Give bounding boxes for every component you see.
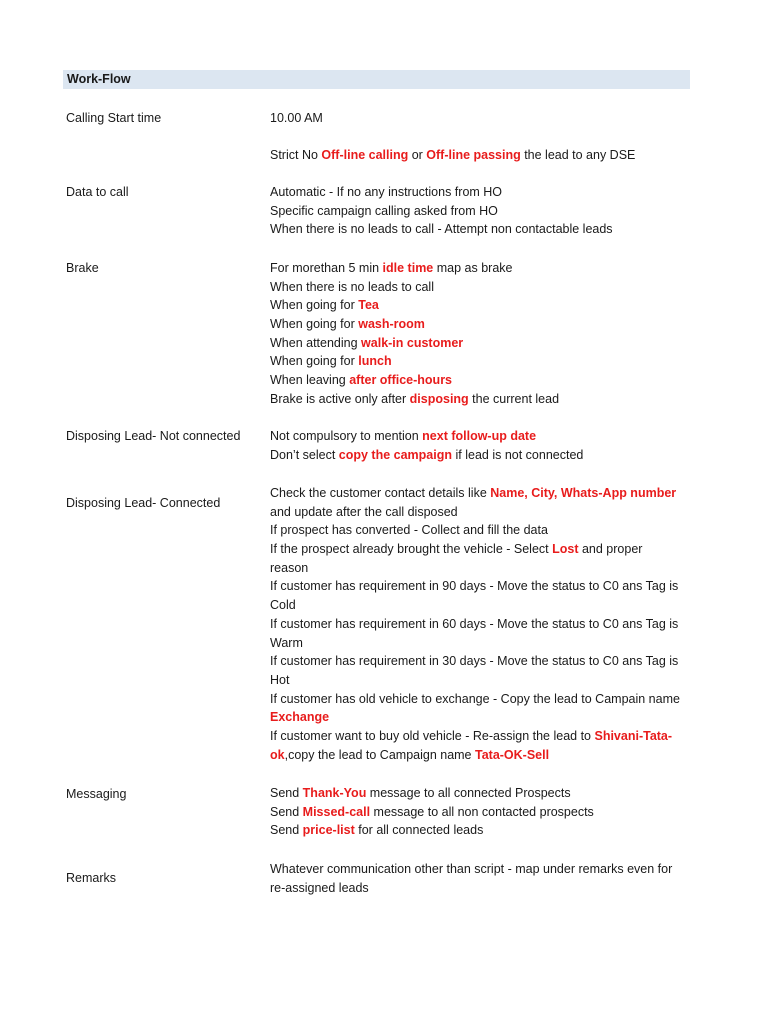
text-segment: the current lead: [468, 391, 560, 406]
brake-label: Brake: [66, 261, 99, 275]
highlighted-text: lunch: [358, 354, 392, 369]
text-segment: Send: [270, 823, 303, 838]
text-line: [270, 784, 690, 803]
highlighted-text: Lost: [552, 542, 579, 557]
text-line: [270, 427, 690, 446]
text-segment: Brake is active only after: [270, 391, 410, 406]
text-segment: Cold: [270, 598, 296, 613]
text-line: [270, 690, 690, 709]
text-segment: re-assigned leads: [270, 880, 369, 895]
text-line: [270, 352, 690, 371]
messaging-label: Messaging: [66, 787, 127, 801]
highlighted-text: Thank-You: [302, 786, 367, 800]
text-segment: for all connected leads: [354, 823, 484, 838]
text-line: [270, 484, 690, 503]
text-line: [270, 503, 690, 522]
remarks-label: Remarks: [66, 871, 117, 885]
text-line: [270, 746, 690, 765]
text-line: [270, 860, 690, 879]
text-segment: Not compulsory to mention: [270, 429, 423, 443]
text-segment: Warm: [270, 635, 303, 650]
messaging-values: [270, 784, 690, 840]
highlighted-text: Name, City, Whats-App number: [490, 486, 677, 500]
text-segment: Send: [270, 786, 303, 800]
text-segment: If the prospect already brought the vehicle - Select: [270, 542, 553, 557]
text-segment: message to all connected Prospects: [366, 786, 571, 800]
highlighted-text: price-list: [302, 823, 355, 838]
highlighted-text: Exchange: [270, 710, 330, 725]
text-line: [270, 296, 690, 315]
text-line: [270, 821, 690, 840]
text-line: [270, 446, 690, 465]
text-segment: When there is no leads to call - Attempt non contactable leads: [270, 222, 613, 237]
page-title: Work-Flow: [67, 72, 131, 86]
text-segment: If prospect has converted - Collect and fill the data: [270, 523, 548, 538]
text-segment: When going for: [270, 317, 359, 332]
text-segment: Don’t select: [270, 447, 339, 462]
highlighted-text: idle time: [382, 261, 434, 275]
text-segment: If customer want to buy old vehicle - Re-assign the lead to: [270, 728, 595, 743]
text-segment: When attending: [270, 335, 362, 350]
text-line: [270, 540, 690, 559]
text-line: [270, 559, 690, 578]
text-line: [270, 220, 690, 239]
disposing-not-connected-values: [270, 427, 690, 464]
text-line: [270, 315, 690, 334]
text-line: [270, 521, 690, 540]
text-segment: Strict No: [270, 148, 322, 162]
text-segment: or: [408, 148, 427, 162]
text-line: [270, 278, 690, 297]
highlighted-text: Shivani-Tata-: [594, 728, 673, 743]
text-segment: Hot: [270, 672, 290, 687]
text-line: [270, 615, 690, 634]
text-line: [270, 183, 690, 202]
data-to-call-label: Data to call: [66, 185, 129, 199]
calling-start-value: 10.00 AM: [270, 111, 323, 125]
text-line: [270, 708, 690, 727]
workflow-title-bar: [63, 70, 690, 89]
disposing-not-connected-label: Disposing Lead- Not connected: [66, 429, 241, 443]
highlighted-text: after office-hours: [349, 373, 453, 388]
text-line: [270, 727, 690, 746]
brake-values: [270, 259, 690, 409]
data-to-call-values: [270, 183, 690, 239]
highlighted-text: Missed-call: [302, 804, 371, 819]
text-line: [270, 652, 690, 671]
text-segment: ,copy the lead to Campaign name: [284, 747, 475, 762]
calling-start-label: Calling Start time: [66, 111, 162, 125]
text-line: [270, 596, 690, 615]
text-segment: Send: [270, 804, 303, 819]
text-segment: the lead to any DSE: [520, 148, 636, 162]
text-segment: If customer has requirement in 60 days - Move the status to C0 ans Tag is: [270, 616, 679, 631]
highlighted-text: Off-line passing: [426, 148, 521, 162]
highlighted-text: ok: [270, 747, 285, 762]
remarks-values: [270, 860, 690, 897]
text-segment: If customer has requirement in 30 days - Move the status to C0 ans Tag is: [270, 654, 679, 669]
highlighted-text: disposing: [409, 391, 469, 406]
highlighted-text: Tea: [358, 298, 379, 313]
text-segment: If customer has old vehicle to exchange - Copy the lead to Campain name: [270, 691, 680, 706]
text-line: [270, 803, 690, 822]
highlighted-text: next follow-up date: [422, 429, 537, 443]
text-line: [270, 334, 690, 353]
text-segment: When going for: [270, 298, 359, 313]
disposing-connected-label: Disposing Lead- Connected: [66, 496, 221, 510]
highlighted-text: walk-in customer: [361, 335, 464, 350]
text-segment: Check the customer contact details like: [270, 486, 491, 500]
text-line: [270, 371, 690, 390]
highlighted-text: wash-room: [358, 317, 425, 332]
text-line: [270, 390, 690, 409]
highlighted-text: Tata-OK-Sell: [475, 747, 550, 762]
text-line: [270, 202, 690, 221]
text-segment: When there is no leads to call: [270, 279, 434, 294]
text-segment: map as brake: [433, 261, 513, 275]
text-line: [270, 577, 690, 596]
strict-rule-line: [270, 146, 690, 165]
text-segment: When leaving: [270, 373, 350, 388]
text-segment: For morethan 5 min: [270, 261, 383, 275]
strict-rule: [270, 146, 690, 165]
text-segment: When going for: [270, 354, 359, 369]
disposing-connected-values: [270, 484, 690, 764]
text-line: [270, 259, 690, 278]
text-line: [270, 634, 690, 653]
text-segment: and proper: [578, 542, 643, 557]
text-line: [270, 671, 690, 690]
text-segment: Whatever communication other than script - map under remarks even for: [270, 862, 673, 876]
highlighted-text: copy the campaign: [338, 447, 453, 462]
text-segment: if lead is not connected: [452, 447, 584, 462]
text-segment: message to all non contacted prospects: [370, 804, 594, 819]
highlighted-text: Off-line calling: [321, 148, 409, 162]
text-segment: reason: [270, 560, 309, 575]
text-segment: Specific campaign calling asked from HO: [270, 203, 498, 218]
text-segment: and update after the call disposed: [270, 504, 458, 519]
text-segment: If customer has requirement in 90 days - Move the status to C0 ans Tag is: [270, 579, 679, 594]
text-segment: Automatic - If no any instructions from HO: [270, 185, 503, 199]
text-line: [270, 879, 690, 898]
